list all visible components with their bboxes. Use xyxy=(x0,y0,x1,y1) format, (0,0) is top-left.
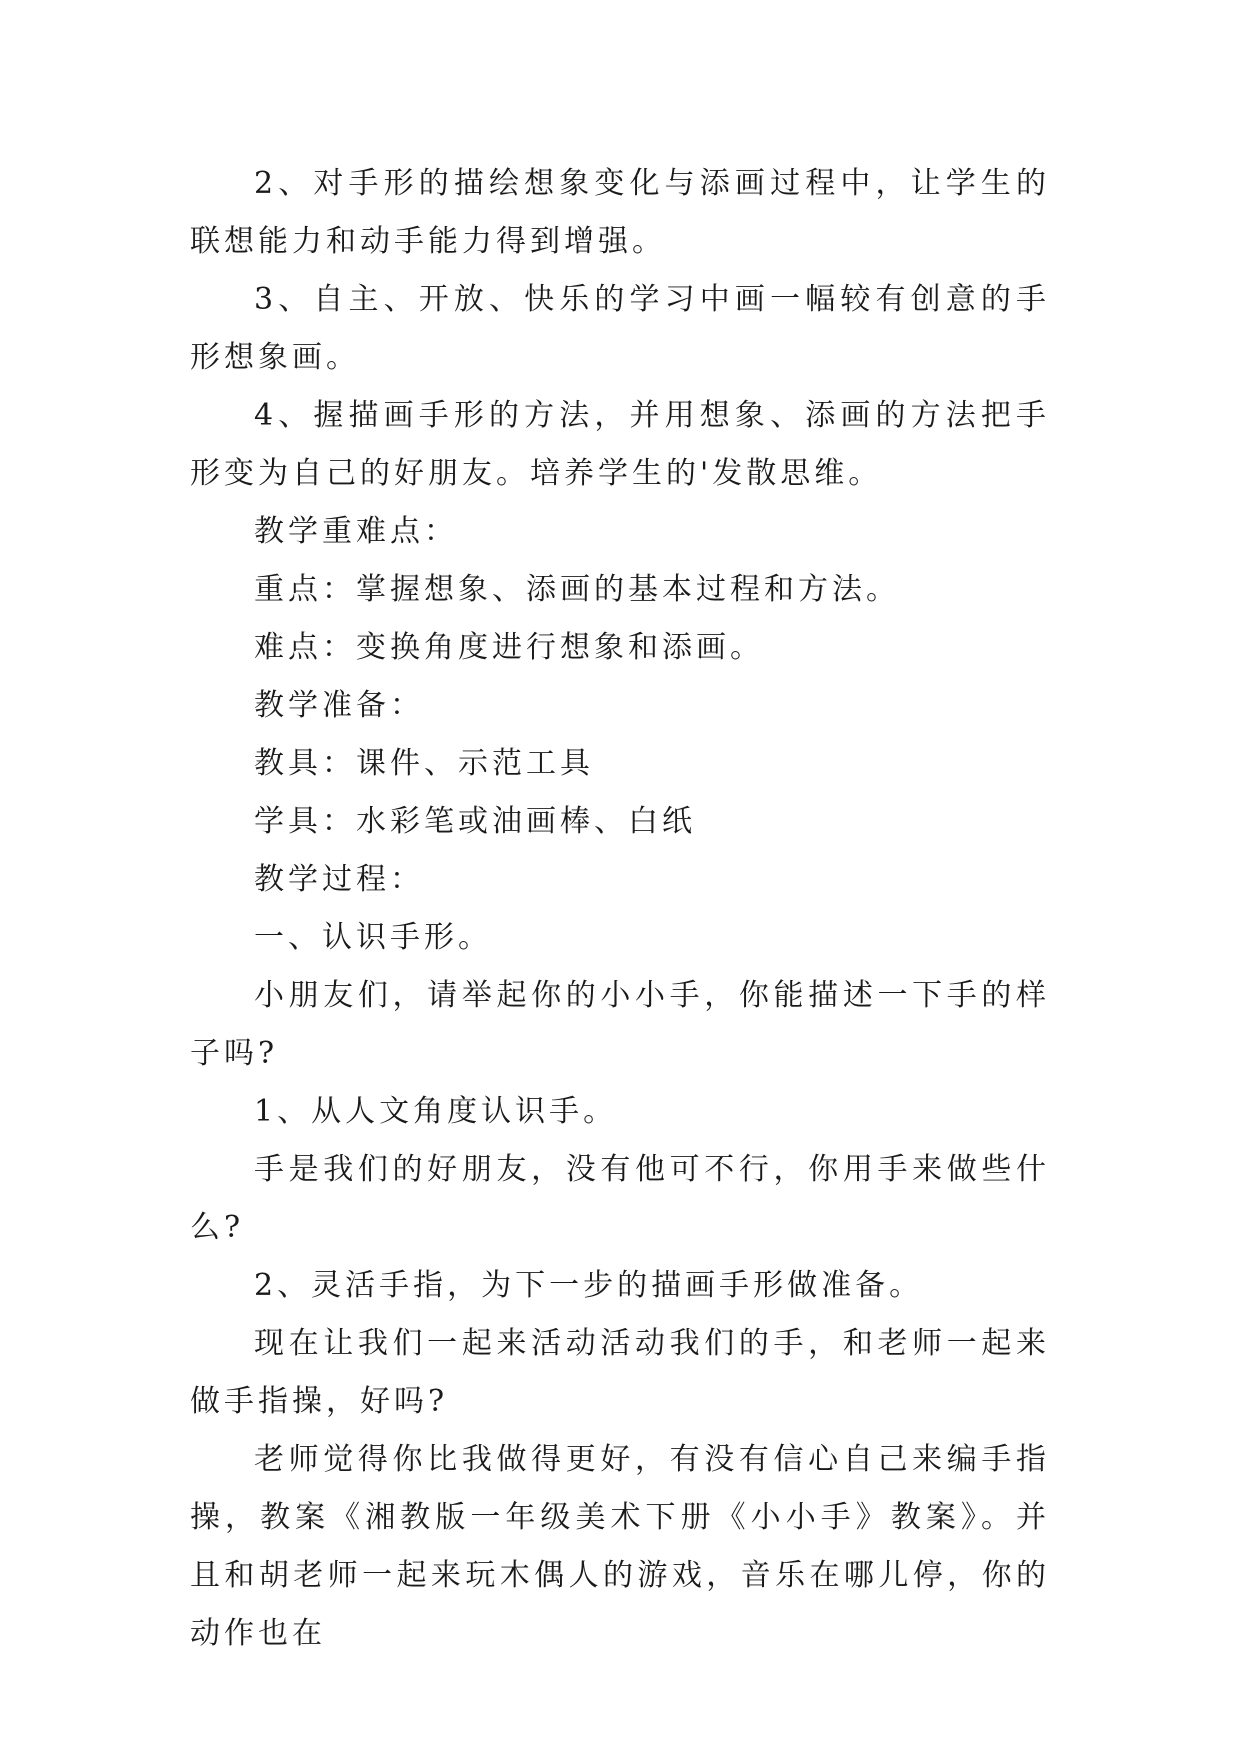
paragraph-hand-friend: 手是我们的好朋友，没有他可不行，你用手来做些什么? xyxy=(190,1152,1050,1245)
paragraph-teaching-tools: 教具：课件、示范工具 xyxy=(254,746,594,781)
heading-teaching-preparation: 教学准备： xyxy=(254,688,424,723)
paragraph-student-tools: 学具：水彩笔或油画棒、白纸 xyxy=(254,804,696,839)
paragraph-3: 4、握描画手形的方法，并用想象、添画的方法把手形变为自己的好朋友。培养学生的'发散思维。 xyxy=(190,398,1050,491)
paragraph-1: 2、对手形的描绘想象变化与添画过程中，让学生的联想能力和动手能力得到增强。 xyxy=(190,166,1050,259)
document-body xyxy=(190,155,1050,1663)
paragraph-2: 3、自主、开放、快乐的学习中画一幅较有创意的手形想象画。 xyxy=(190,282,1050,375)
paragraph-difficult-point: 难点：变换角度进行想象和添画。 xyxy=(254,630,764,665)
paragraph-key-point: 重点：掌握想象、添画的基本过程和方法。 xyxy=(254,572,900,607)
paragraph-question: 小朋友们，请举起你的小小手，你能描述一下手的样子吗? xyxy=(190,978,1050,1071)
paragraph-teacher-game: 老师觉得你比我做得更好，有没有信心自己来编手指操，教案《湘教版一年级美术下册《小小手》教案》。并且和胡老师一起来玩木偶人的游戏，音乐在哪儿停，你的动作也在 xyxy=(190,1442,1050,1651)
paragraph-finger-exercise: 现在让我们一起来活动活动我们的手，和老师一起来做手指操，好吗? xyxy=(190,1326,1050,1419)
heading-key-difficult-points: 教学重难点： xyxy=(254,514,458,549)
section-heading-1: 一、认识手形。 xyxy=(254,920,492,955)
heading-teaching-process: 教学过程： xyxy=(254,862,424,897)
paragraph-step-1: 1、从人文角度认识手。 xyxy=(254,1094,618,1129)
paragraph-step-2: 2、灵活手指，为下一步的描画手形做准备。 xyxy=(254,1268,924,1303)
